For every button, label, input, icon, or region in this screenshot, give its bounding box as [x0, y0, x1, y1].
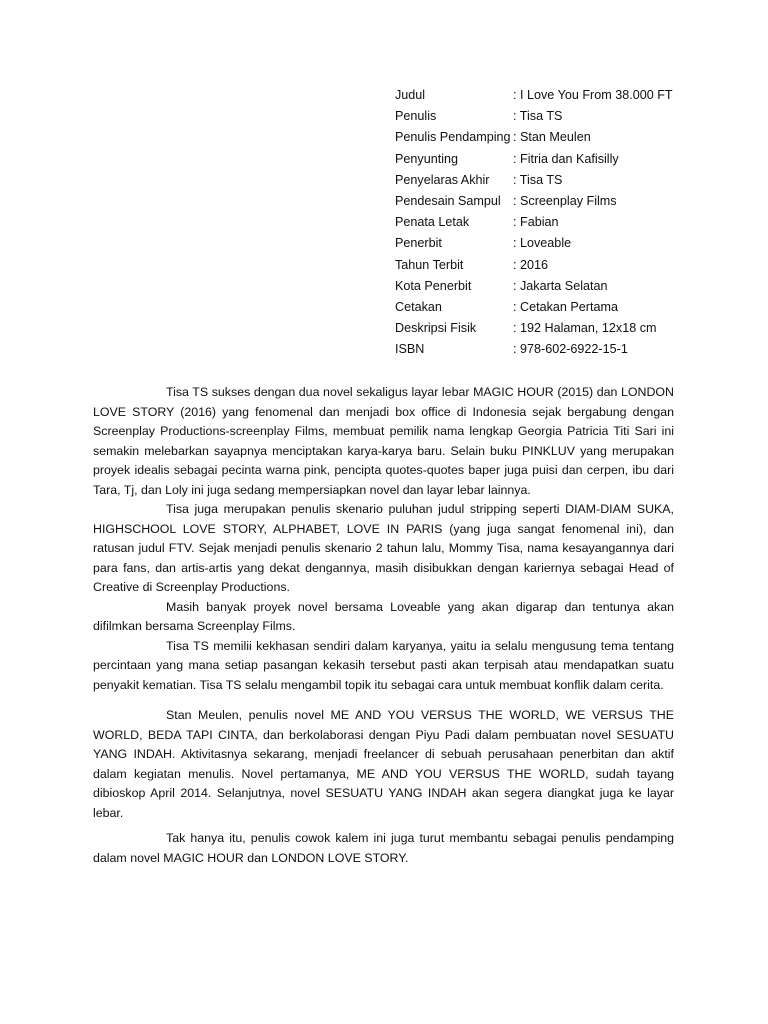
meta-row-isbn: [395, 339, 695, 360]
meta-label: Deskripsi Fisik: [395, 321, 477, 336]
meta-label: ISBN: [395, 342, 425, 357]
meta-label: Penulis: [395, 109, 437, 124]
paragraph: Tisa TS memilii kekhasan sendiri dalam karyanya, yaitu ia selalu mengusung tema tentang percintaan yang mana setiap pasangan kekasih tersebut pasti akan terpisah atau mendapatkan suatu penyakit kematian. Tisa TS selalu mengambil topik itu sebagai cara untuk membuat konflik dalam cerita.: [93, 638, 674, 692]
meta-label: Kota Penerbit: [395, 278, 472, 293]
meta-row-title: [395, 85, 695, 106]
meta-value: : 978-602-6922-15-1: [513, 342, 628, 357]
meta-row-author: [395, 106, 695, 127]
meta-row-publisher: [395, 233, 695, 254]
meta-label: Pendesain Sampul: [395, 194, 501, 209]
meta-row-layout: [395, 212, 695, 233]
meta-row-cover-designer: [395, 191, 695, 212]
meta-row-final-editor: [395, 170, 695, 191]
meta-row-physical-description: [395, 318, 695, 339]
meta-row-city: [395, 276, 695, 297]
meta-label: Cetakan: [395, 300, 442, 315]
meta-label: Judul: [395, 88, 426, 102]
paragraph: Tisa TS sukses dengan dua novel sekaligus layar lebar MAGIC HOUR (2015) dan LONDON LOVE STORY (2016) yang fenomenal dan menjadi box office di Indonesia sejak bergabung dengan Screenplay Productions-screenplay Films, membuat pemilik nama lengkap Georgia Patricia Titi Sari ini semakin melebarkan sayapnya menciptakan karya-karya baru. Selain buku PINKLUV yang merupakan proyek idealis sebagai pecinta warna pink, pencipta quotes-quotes baper juga puisi dan cerpen, ibu dari Tara, Tj, dan Loly ini juga sedang mempersiapkan novel dan layar lebar lainnya.: [93, 385, 674, 497]
meta-label: Penyelaras Akhir: [395, 172, 490, 187]
meta-value: : I Love You From 38.000 FT: [513, 88, 673, 102]
paragraph: Tak hanya itu, penulis cowok kalem ini juga turut membantu sebagai penulis pendamping dalam novel MAGIC HOUR dan LONDON LOVE STORY.: [93, 831, 674, 865]
meta-value: : Loveable: [513, 236, 572, 251]
meta-label: Penerbit: [395, 236, 442, 251]
biography-text: [93, 383, 674, 868]
meta-label: Penyunting: [395, 151, 459, 166]
paragraph: Stan Meulen, penulis novel ME AND YOU VERSUS THE WORLD, WE VERSUS THE WORLD, BEDA TAPI CINTA, dan berkolaborasi dengan Piyu Padi dalam pembuatan novel SESUATU YANG INDAH. Aktivitasnya sekarang, menjadi freelancer di sebuah perusahaan penerbitan dan aktif dalam kegiatan menulis. Novel pertamanya, ME AND YOU VERSUS THE WORLD, sudah tayang dibioskop April 2014. Selanjutnya, novel SESUATU YANG INDAH akan segera diangkat juga ke layar lebar.: [93, 708, 674, 820]
paragraph: Tisa juga merupakan penulis skenario puluhan judul stripping seperti DIAM-DIAM SUKA, HIGHSCHOOL LOVE STORY, ALPHABET, LOVE IN PARIS (yang juga sangat fenomenal ini), dan ratusan judul FTV. Sejak menjadi penulis skenario 2 tahun lalu, Mommy Tisa, nama kesayangannya dari para fans, dan artis-artis yang dekat dengannya, masih disibukkan dengan kariernya sebagai Head of Creative di Screenplay Productions.: [93, 502, 674, 594]
meta-label: Penulis Pendamping: [395, 130, 511, 145]
meta-value: : Jakarta Selatan: [513, 278, 608, 293]
meta-value: : 2016: [513, 257, 549, 272]
meta-value: : Tisa TS: [513, 172, 563, 187]
meta-row-co-author: [395, 127, 695, 148]
meta-value: : Fitria dan Kafisilly: [513, 151, 619, 166]
meta-value: : Screenplay Films: [513, 194, 617, 209]
meta-value: : Fabian: [513, 215, 559, 230]
meta-label: Penata Letak: [395, 215, 470, 230]
meta-value: : Cetakan Pertama: [513, 300, 618, 315]
meta-row-year: [395, 255, 695, 276]
meta-row-printing: [395, 297, 695, 318]
paragraph: Masih banyak proyek novel bersama Loveable yang akan digarap dan tentunya akan difilmkan bersama Screenplay Films.: [93, 599, 674, 633]
meta-value: : 192 Halaman, 12x18 cm: [513, 321, 657, 336]
book-metadata: [395, 85, 695, 361]
meta-value: : Tisa TS: [513, 109, 563, 124]
meta-row-editor: [395, 149, 695, 170]
meta-label: Tahun Terbit: [395, 257, 464, 272]
meta-value: : Stan Meulen: [513, 130, 591, 145]
